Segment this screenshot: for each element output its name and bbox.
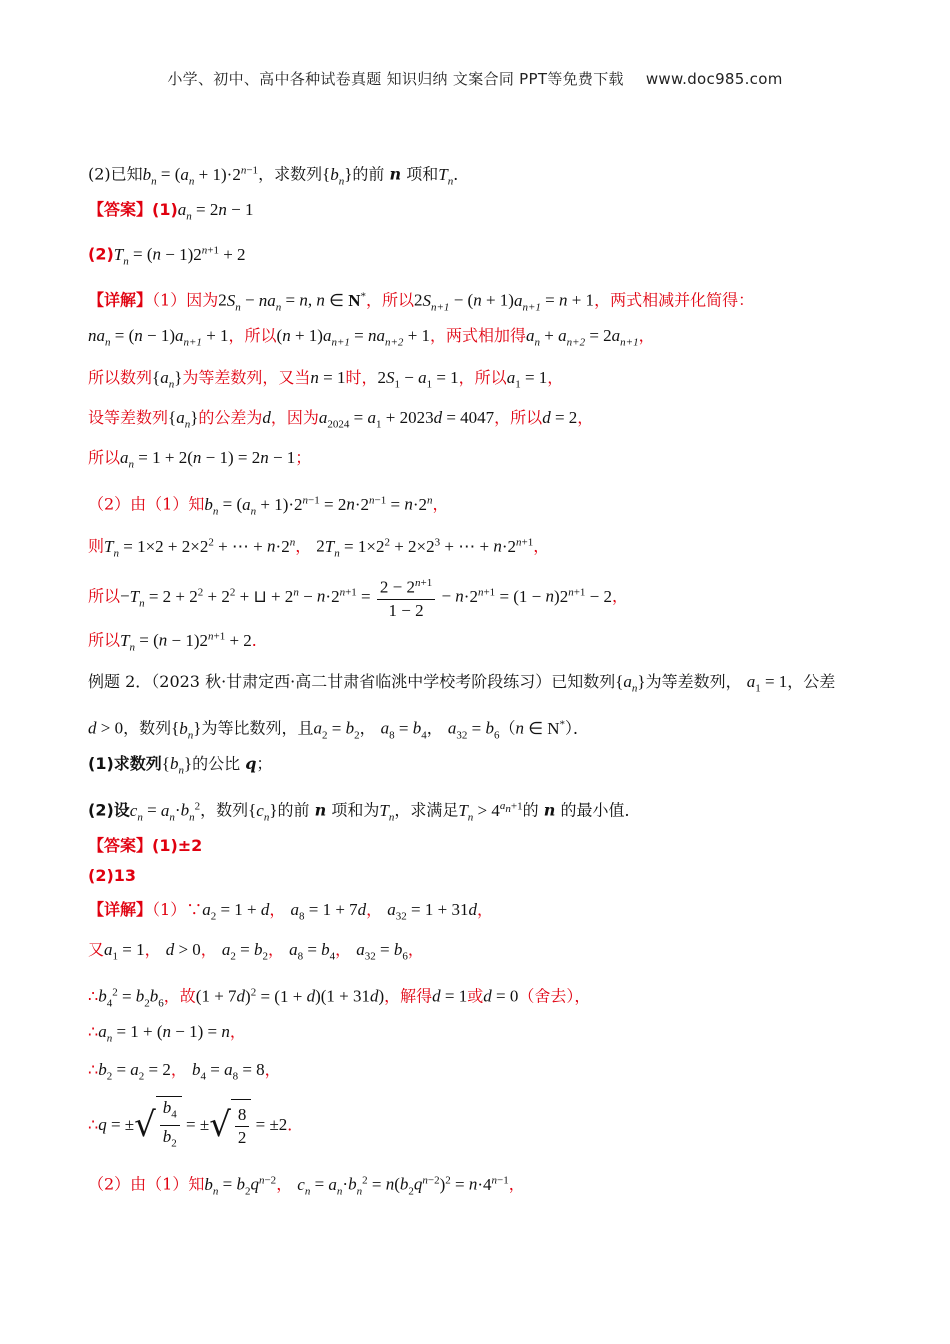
detail-line-9: 所以$T_n = (n - 1)2^{n+1} + 2$． bbox=[88, 630, 268, 654]
answer-1: 【答案】$(1)a_n = 2n - 1$ bbox=[88, 200, 254, 223]
detail2-line-4: $\therefore a_n = 1 + (n - 1) = n$， bbox=[88, 1022, 246, 1045]
detail-line-3: 所以数列$\{a_n\}$为等差数列，又当n = 1时，$2S_1 - a_1 = 1$，所以$a_1 = 1$， bbox=[88, 368, 564, 391]
detail-line-5: 所以$a_n = 1 + 2(n - 1) = 2n - 1$； bbox=[88, 448, 312, 471]
detail2-line-1: 【详解】$(1)\because a_2 = 1 + d$， $a_8 = 1 + 7d$， $a_{32} = 1 + 31d$， bbox=[88, 900, 493, 923]
header-url: www.doc985.com bbox=[645, 70, 783, 88]
detail2-line-2: 又$a_1 = 1$， d > 0， $a_2 = b_2$， $a_8 = b_4$， $a_{32} = b_6$， bbox=[88, 940, 424, 963]
answer-2-1: 【答案】(1)±2 bbox=[88, 836, 203, 855]
example-2-line-1: 例题 2．（2023 秋·甘肃定西·高二甘肃省临洮中学校考阶段练习）已知数列$\{a_n\}$为等差数列， $a_1 = 1$，公差 bbox=[88, 672, 836, 695]
detail2-line-3: $\therefore b_4^2 = b_2b_6$，故$(1 + 7d)^2 = (1 + d)(1 + 31d)$，解得d = 1或d = 0（舍去）， bbox=[88, 986, 591, 1010]
detail2-line-6: ∴q = ± √ $\frac{b_4}{b_2}$ = ± √ $\frac{8}{2}$ = ±2． bbox=[88, 1096, 303, 1155]
detail2-line-5: $\therefore b_2 = a_2 = 2$， $b_4 = a_8 = 8$， bbox=[88, 1060, 281, 1083]
question-2: (2)已知$b_n = (a_n + 1)\cdot 2^{n-1}$，求数列$\{b_n\}$的前 n 项和$T_n$． bbox=[88, 164, 470, 188]
detail-line-1: 【详解】（1）因为$2S_n - na_n = n$, n ∈ N*，所以$2S_{n+1} - (n + 1)a_{n+1} = n + 1$，两式相减并化简得： bbox=[88, 290, 755, 314]
example-2-q1: (1)求数列$\{b_n\}$的公比 q； bbox=[88, 754, 273, 777]
detail-line-6: （2）由（1）知$b_n = (a_n + 1)\cdot 2^{n-1} = 2n\cdot 2^{n-1} = n\cdot 2^n$， bbox=[88, 494, 449, 518]
answer-2-2: (2)13 bbox=[88, 866, 137, 885]
detail2-line-7: （2）由（1）知$b_n = b_2q^{n-2}$， $c_n = a_n\cdot b_n^2 = n(b_2q^{n-2})^2 = n\cdot 4^{n-1}$， bbox=[88, 1174, 525, 1198]
page-header bbox=[0, 68, 950, 89]
example-2-q2: (2)设$c_n = a_n\cdot b_n^2$，数列$\{c_n\}$的前 n 项和为$T_n$，求满足$T_n > 4^{a_n+1}$的 n 的最小值． bbox=[88, 800, 641, 824]
answer-2: $(2)T_n = (n - 1)2^{n+1} + 2$ bbox=[88, 244, 246, 268]
detail-line-7: 则$T_n = 1\times 2 + 2\times 2^2$ + ⋯ + $n\cdot 2^n$， $2T_n = 1\times 2^2 + 2\times 2^3$ + ⋯ + $n\cdot 2^{n+1}$， bbox=[88, 536, 550, 560]
header-text: 小学、初中、高中各种试卷真题 知识归纳 文案合同 PPT等免费下载 bbox=[167, 70, 624, 88]
detail-line-2: $na_n = (n - 1)a_{n+1} + 1$，所以$(n + 1)a_{n+1} = na_{n+2} + 1$，两式相加得$a_n + a_{n+2} = 2a_{n+1}$， bbox=[88, 326, 655, 349]
example-2-line-2: d > 0，数列$\{b_n\}$为等比数列，且$a_2 = b_2$， $a_8 = b_4$， $a_{32} = b_6(n$ ∈ N*）． bbox=[88, 718, 590, 742]
detail-line-8: 所以$-T_n = 2 + 2^2 + 2^2$ + ⊔ + $2^n - n\cdot 2^{n+1}$ = $\frac{2 - 2^{n+1}}{1 - 2}$ − $n\cdot 2^{n+1} = (1 - n)2^{n+1} - 2$， bbox=[88, 568, 628, 627]
detail-line-4: 设等差数列$\{a_n\}$的公差为d，因为$a_{2024} = a_1 + 2023d = 4047$，所以d = 2， bbox=[88, 408, 594, 431]
